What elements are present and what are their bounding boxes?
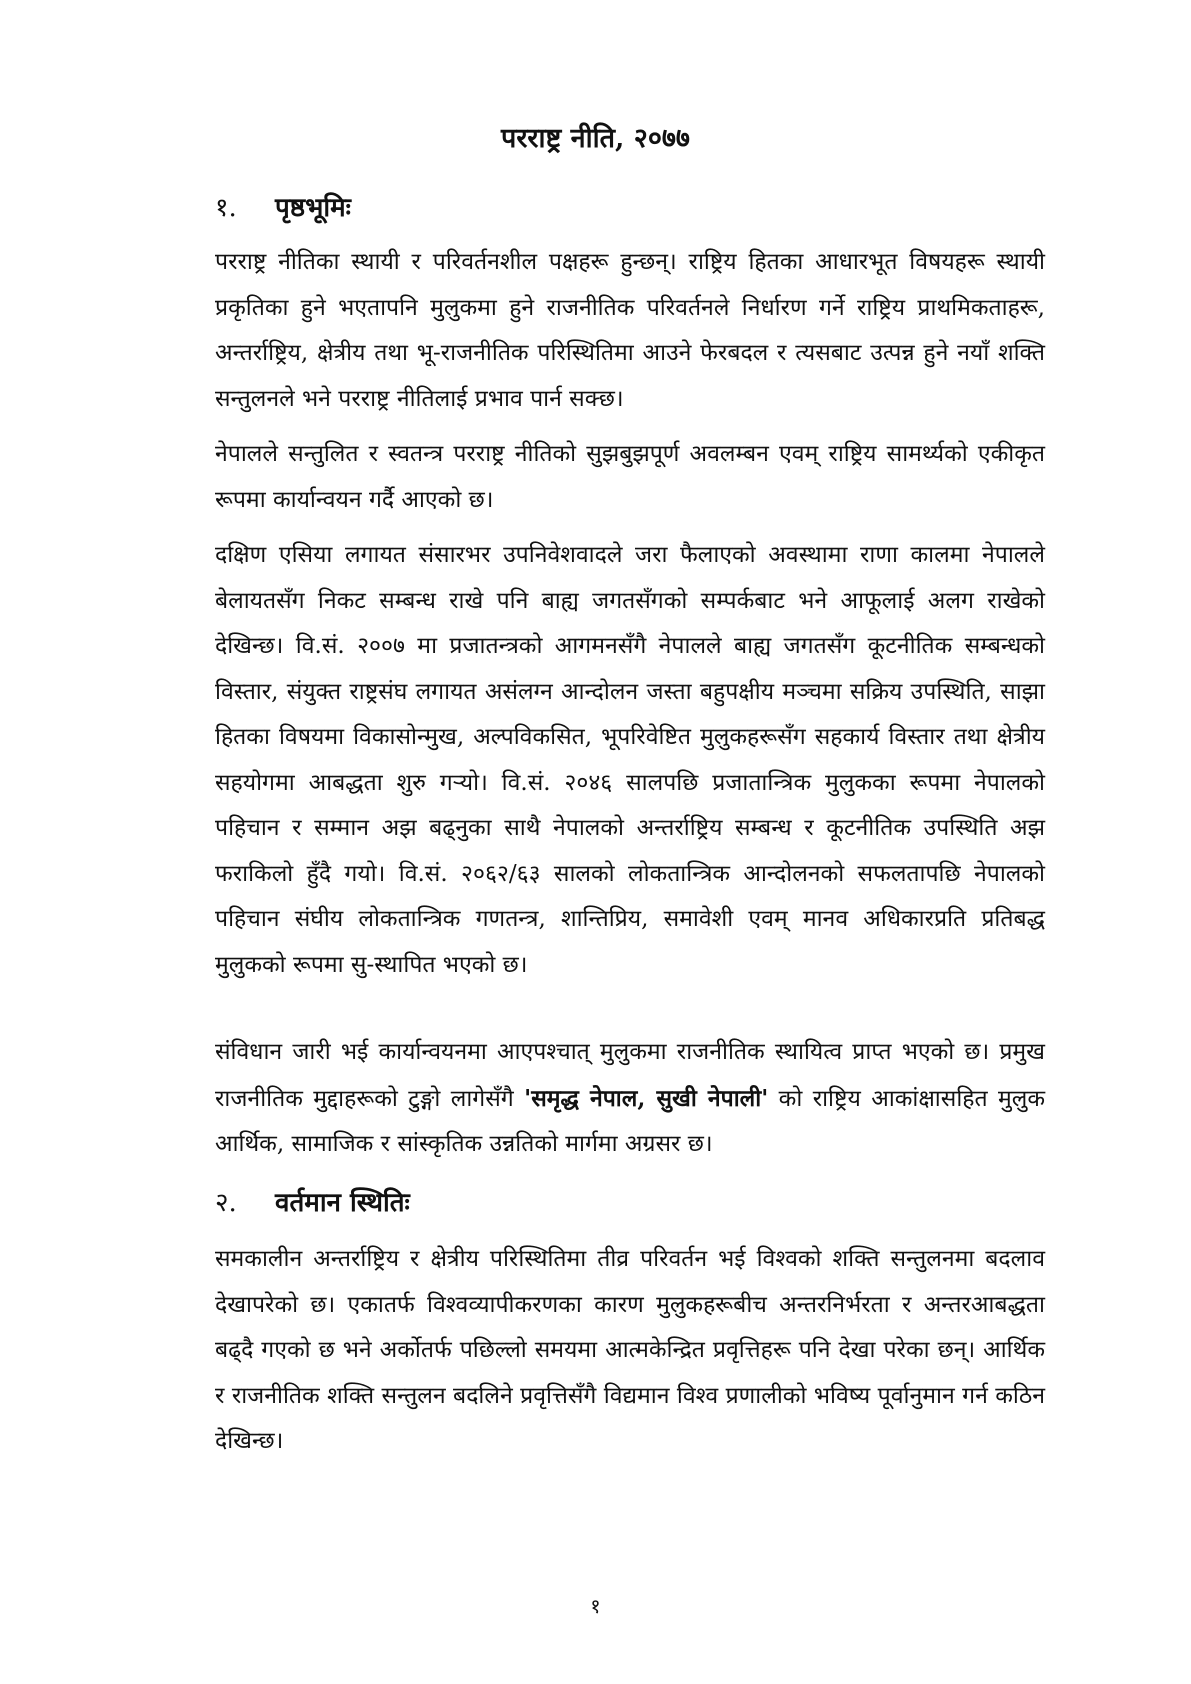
- section-heading-background: [215, 188, 351, 224]
- paragraph: नेपालले सन्तुलित र स्वतन्त्र परराष्ट्र नीतिको सुझबुझपूर्ण अवलम्बन एवम् राष्ट्रिय सामर्थ्यको एकीकृत रूपमा कार्यान्वयन गर्दै आएको छ।: [215, 441, 1045, 513]
- paragraph-text: को राष्ट्रिय आकांक्षासहित मुलुक आर्थिक, सामाजिक र सांस्कृतिक उन्नतिको मार्गमा अग्रसर छ।: [215, 1085, 1046, 1157]
- section-number: २.: [215, 1188, 237, 1218]
- paragraph: समकालीन अन्तर्राष्ट्रिय र क्षेत्रीय परिस्थितिमा तीव्र परिवर्तन भई विश्वको शक्ति सन्तुलनमा बदलाव देखापरेको छ। एकातर्फ विश्वव्यापीकरणका कारण मुलुकहरूबीच अन्तरनिर्भरता र अन्तरआबद्धता बढ्दै गएको छ भने अर्कोतर्फ पछिल्लो समयमा आत्मकेन्द्रित प्रवृत्तिहरू पनि देखा परेका छन्। आर्थिक र राजनीतिक शक्ति सन्तुलन बदलिने प्रवृत्तिसँगै विद्यमान विश्व प्रणालीको भविष्य पूर्वानुमान गर्न कठिन देखिन्छ।: [215, 1246, 1045, 1454]
- section-heading-current-status: [215, 1183, 410, 1219]
- paragraph: [215, 1030, 1045, 1168]
- section-title: पृष्ठभूमिः: [275, 193, 351, 223]
- paragraph: दक्षिण एसिया लगायत संसारभर उपनिवेशवादले जरा फैलाएको अवस्थामा राणा कालमा नेपालले बेलायतसँग निकट सम्बन्ध राखे पनि बाह्य जगतसँगको सम्पर्कबाट भने आफूलाई अलग राखेको देखिन्छ। वि.सं. २००७ मा प्रजातन्त्रको आगमनसँगै नेपालले बाह्य जगतसँग कूटनीतिक सम्बन्धको विस्तार, संयुक्त राष्ट्रसंघ लगायत असंलग्न आन्दोलन जस्ता बहुपक्षीय मञ्चमा सक्रिय उपस्थिति, साझा हितका विषयमा विकासोन्मुख, अल्पविकसित, भूपरिवेष्टित मुलुकहरूसँग सहकार्य विस्तार तथा क्षेत्रीय सहयोगमा आबद्धता शुरु गर्‍यो। वि.सं. २०४६ सालपछि प्रजातान्त्रिक मुलुकका रूपमा नेपालको पहिचान र सम्मान अझ बढ्नुका साथै नेपालको अन्तर्राष्ट्रिय सम्बन्ध र कूटनीतिक उपस्थिति अझ फराकिलो हुँदै गयो। वि.सं. २०६२/६३ सालको लोकतान्त्रिक आन्दोलनको सफलतापछि नेपालको पहिचान संघीय लोकतान्त्रिक गणतन्त्र, शान्तिप्रिय, समावेशी एवम् मानव अधिकारप्रति प्रतिबद्ध मुलुकको रूपमा सु-स्थापित भएको छ।: [215, 542, 1045, 978]
- paragraph: परराष्ट्र नीतिका स्थायी र परिवर्तनशील पक्षहरू हुन्छन्। राष्ट्रिय हितका आधारभूत विषयहरू स्थायी प्रकृतिका हुने भएतापनि मुलुकमा हुने राजनीतिक परिवर्तनले निर्धारण गर्ने राष्ट्रिय प्राथमिकताहरू, अन्तर्राष्ट्रिय, क्षेत्रीय तथा भू-राजनीतिक परिस्थितिमा आउने फेरबदल र त्यसबाट उत्पन्न हुने नयाँ शक्ति सन्तुलनले भने परराष्ट्र नीतिलाई प्रभाव पार्न सक्छ।: [215, 249, 1045, 412]
- section-number: १.: [215, 193, 237, 223]
- slogan-emphasis: 'समृद्ध नेपाल, सुखी नेपाली': [524, 1084, 769, 1112]
- document-title: परराष्ट्र नीति, २०७७: [501, 123, 690, 154]
- page-number: १: [590, 1594, 601, 1618]
- paragraph-text: संविधान जारी भई कार्यान्वयनमा आएपश्चात् मुलुकमा राजनीतिक स्थायित्व प्राप्त भएको छ। प्रमुख राजनीतिक मुद्दाहरूको टुङ्गो लागेसँगै: [215, 1039, 1045, 1112]
- section-title: वर्तमान स्थितिः: [275, 1188, 410, 1218]
